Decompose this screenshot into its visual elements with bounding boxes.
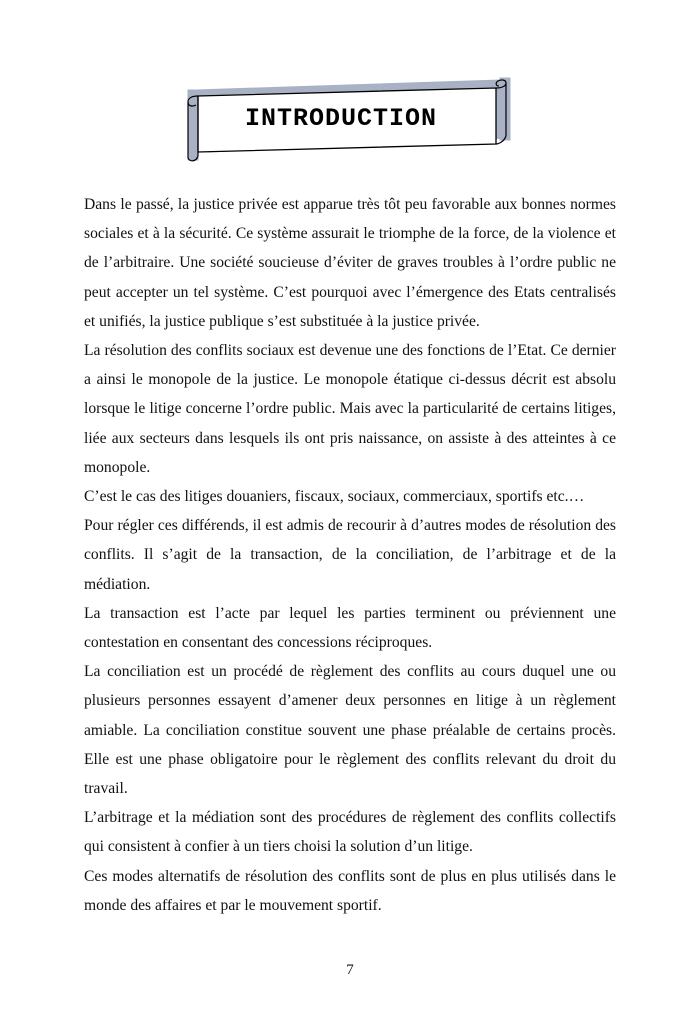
paragraph: L’arbitrage et la médiation sont des procédures de règlement des conflits collectifs qui consistent à confier à un tiers choisi la solution d’un litige.	[84, 809, 616, 856]
paragraph: La transaction est l’acte par lequel les parties terminent ou préviennent une contestation en consentant des concessions réciproques.	[84, 604, 616, 652]
paragraph: Ces modes alternatifs de résolution des conflits sont de plus en plus utilisés dans le monde des affaires et par le mouvement sportif.	[84, 867, 616, 914]
page-title: INTRODUCTION	[244, 103, 438, 133]
page-number: 7	[346, 962, 354, 978]
paragraph: La conciliation est un procédé de règlement des conflits au cours duquel une ou plusieurs personnes essayent d’amener deux personnes en litige à un règlement amiable. La conciliation constitue souvent une phase préalable de certains procès. Elle est une phase obligatoire pour le règlement des conflits relevant du droit du travail.	[84, 663, 616, 798]
paragraph: La résolution des conflits sociaux est devenue une des fonctions de l’Etat. Ce dernier a ainsi le monopole de la justice. Le monopole étatique ci-dessus décrit est absolu lorsque le litige concerne l’ordre public. Mais avec la particularité de certains litiges, liée aux secteurs dans lesquels ils ont pris naissance, on assiste à des atteintes à ce monopole.	[84, 342, 616, 476]
paragraph: Pour régler ces différends, il est admis de recourir à d’autres modes de résolution des conflits. Il s’agit de la transaction, de la conciliation, de l’arbitrage et de la médiation.	[84, 517, 616, 593]
paragraph: Dans le passé, la justice privée est apparue très tôt peu favorable aux bonnes normes sociales et à la sécurité. Ce système assurait le triomphe de la force, de la violence et de l’arbitraire. Une société soucieuse d’éviter de graves troubles à l’ordre public ne peut accepter un tel système. C’est pourquoi avec l’émergence des Etats centralisés et unifiés, la justice publique s’est substituée à la justice privée.	[84, 196, 616, 330]
title-banner	[178, 76, 518, 164]
document-body	[84, 190, 616, 920]
paragraph: C’est le cas des litiges douaniers, fiscaux, sociaux, commerciaux, sportifs etc.…	[84, 488, 585, 506]
